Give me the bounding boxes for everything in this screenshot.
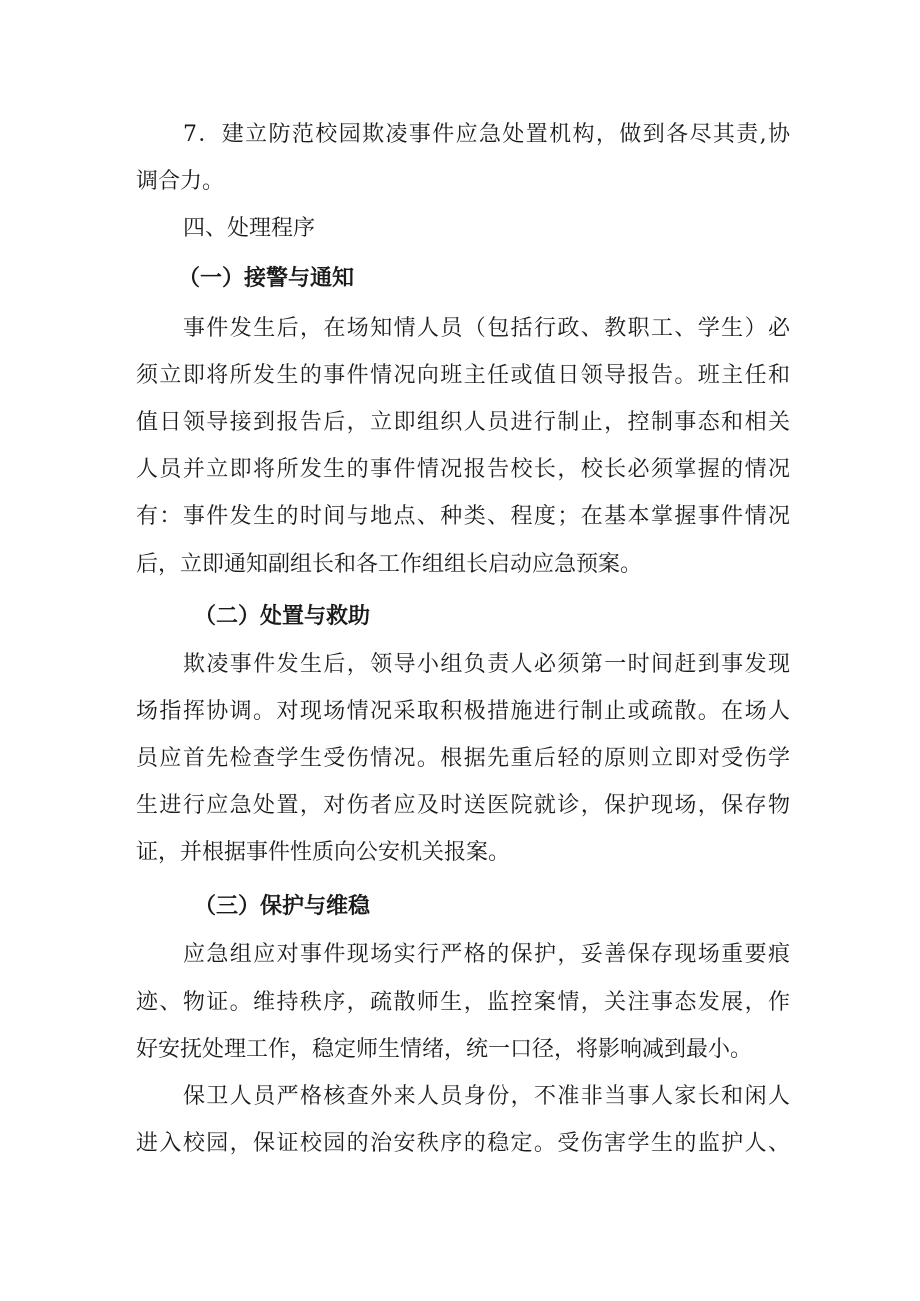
sub2-line-4: 生进行应急处置，对伤者应及时送医院就诊，保护现场，保存物 (136, 793, 790, 818)
sub2-line-2: 场指挥协调。对现场情况采取积极措施进行制止或疏散。在场人 (136, 699, 790, 724)
sub1-line-1: 事件发生后，在场知情人员（包括行政、教职工、学生）必 (183, 316, 790, 341)
sub2-line-1: 欺凌事件发生后，领导小组负责人必须第一时间赶到事发现 (183, 652, 790, 677)
sub3-para1-line-3: 好安抚处理工作，稳定师生情绪，统一口径，将影响减到最小。 (136, 1037, 753, 1062)
sub1-line-6: 后，立即通知副组长和各工作组组长启动应急预案。 (136, 552, 643, 577)
sub1-line-4: 人员并立即将所发生的事件情况报告校长，校长必须掌握的情况 (136, 457, 790, 482)
sub1-line-5: 有：事件发生的时间与地点、种类、程度；在基本掌握事件情况 (136, 504, 790, 529)
item7-line-2: 调合力。 (136, 169, 225, 194)
sub3-para2-line-2: 进入校园，保证校园的治安秩序的稳定。受伤害学生的监护人、 (136, 1131, 790, 1156)
sub3-para1-line-1: 应急组应对事件现场实行严格的保护，妥善保存现场重要痕 (183, 942, 790, 967)
sub2-line-5: 证，并根据事件性质向公安机关报案。 (136, 840, 511, 865)
subheading-protection-stability: （三）保护与维稳 (194, 894, 371, 919)
sub1-line-2: 须立即将所发生的事件情况向班主任或值日领导报告。班主任和 (136, 363, 790, 388)
subheading-alarm-notification: （一）接警与通知 (178, 266, 355, 291)
sub3-para2-line-1: 保卫人员严格核查外来人员身份，不准非当事人家长和闲人 (183, 1084, 790, 1109)
subheading-disposal-rescue: （二）处置与救助 (194, 604, 371, 629)
sub2-line-3: 员应首先检查学生受伤情况。根据先重后轻的原则立即对受伤学 (136, 746, 790, 771)
sub3-para1-line-2: 迹、物证。维持秩序，疏散师生，监控案情，关注事态发展，作 (136, 990, 790, 1015)
sub1-line-3: 值日领导接到报告后，立即组织人员进行制止，控制事态和相关 (136, 410, 790, 435)
item7-line-1: 7．建立防范校园欺凌事件应急处置机构，做到各尽其责,协 (183, 122, 790, 147)
section-heading-processing-procedure: 四、处理程序 (183, 216, 316, 241)
